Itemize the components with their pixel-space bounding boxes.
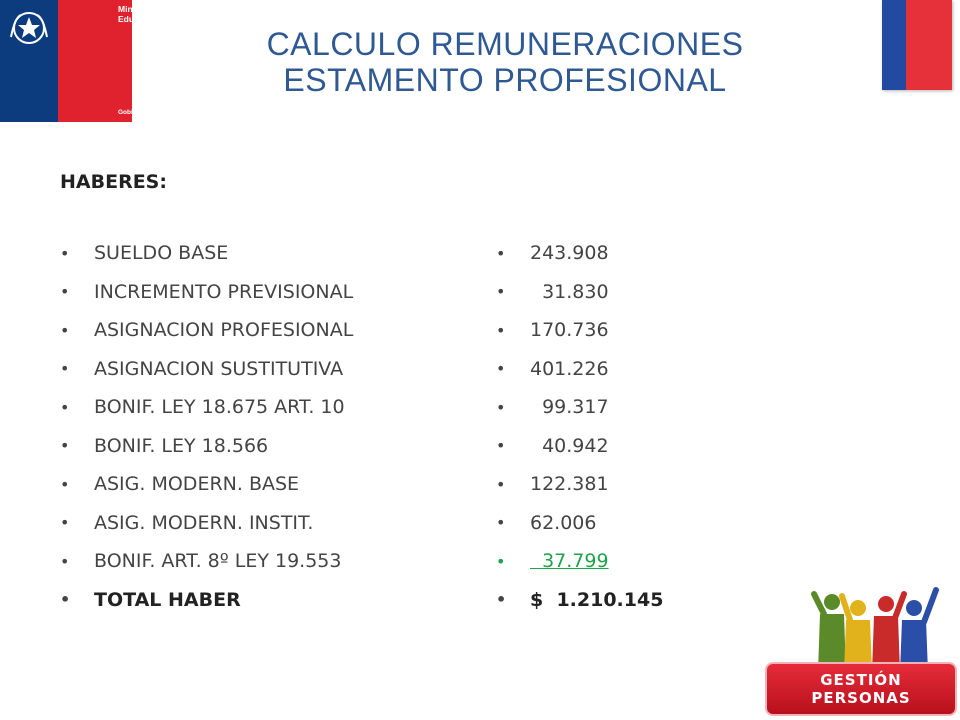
item-value: 401.226 — [530, 357, 609, 380]
item-label: INCREMENTO PREVISIONAL — [94, 280, 354, 303]
list-item — [60, 311, 460, 350]
list-item — [496, 273, 756, 312]
item-value: 243.908 — [530, 242, 609, 265]
list-item — [60, 465, 460, 504]
total-row — [60, 581, 460, 620]
item-value: 40.942 — [530, 434, 609, 457]
item-label: ASIGNACION SUSTITUTIVA — [94, 357, 344, 380]
ministerio-logo — [0, 0, 174, 122]
logo-footer: Gobierno de Chile — [118, 109, 174, 116]
bullet-icon: • — [60, 513, 70, 533]
bullet-icon: • — [496, 513, 506, 533]
bullet-icon: • — [60, 590, 71, 610]
item-label: BONIF. ART. 8º LEY 19.553 — [94, 550, 342, 573]
bullet-icon: • — [60, 282, 70, 302]
title-line-2: ESTAMENTO PROFESIONAL — [283, 62, 727, 98]
item-value: 99.317 — [530, 396, 609, 419]
bullet-icon: • — [60, 436, 70, 456]
bullet-icon: • — [60, 359, 70, 379]
list-item — [496, 234, 756, 273]
list-item — [496, 504, 756, 543]
list-item — [60, 542, 460, 581]
bullet-icon: • — [496, 474, 506, 494]
item-value: 31.830 — [530, 280, 609, 303]
section-heading: HABERES: — [60, 171, 167, 193]
labels-list — [60, 234, 460, 619]
page-title — [150, 26, 860, 98]
logo-ministry-line2: Educación — [118, 14, 161, 24]
bullet-icon: • — [496, 436, 506, 456]
item-label: SUELDO BASE — [94, 242, 229, 265]
bullet-icon: • — [60, 551, 70, 571]
chile-coat-of-arms-icon — [6, 6, 52, 50]
highlighted-value-link[interactable]: 37.799 — [530, 550, 609, 573]
list-item — [496, 465, 756, 504]
list-item — [496, 311, 756, 350]
bullet-icon: • — [496, 320, 506, 340]
list-item — [496, 350, 756, 389]
title-line-1: CALCULO REMUNERACIONES — [266, 26, 744, 62]
logo-ministry-line1: Ministerio de — [118, 4, 171, 14]
list-item — [60, 504, 460, 543]
total-row — [496, 581, 756, 620]
bullet-icon: • — [60, 320, 70, 340]
item-label: BONIF. LEY 18.675 ART. 10 — [94, 396, 345, 419]
bullet-icon: • — [496, 551, 506, 571]
badge-line-1: GESTIÓN — [820, 671, 902, 689]
bullet-icon: • — [60, 243, 70, 263]
bullet-icon: • — [496, 397, 506, 417]
list-item — [60, 427, 460, 466]
item-value: 122.381 — [530, 473, 609, 496]
item-label: ASIGNACION PROFESIONAL — [94, 319, 354, 342]
bullet-icon: • — [496, 282, 506, 302]
gestion-personas-badge — [765, 662, 957, 716]
list-item — [60, 350, 460, 389]
values-list — [496, 234, 756, 619]
bullet-icon: • — [496, 243, 506, 263]
item-value: 170.736 — [530, 319, 609, 342]
list-item — [60, 273, 460, 312]
bullet-icon: • — [60, 397, 70, 417]
total-label: TOTAL HABER — [94, 588, 241, 611]
bullet-icon: • — [496, 590, 507, 610]
list-item — [60, 388, 460, 427]
highlighted-value-row[interactable] — [496, 542, 756, 581]
list-item — [496, 388, 756, 427]
bullet-icon: • — [496, 359, 506, 379]
total-value: $ 1.210.145 — [530, 588, 664, 611]
item-value: 62.006 — [530, 511, 597, 534]
bullet-icon: • — [60, 474, 70, 494]
chile-flag-icon — [882, 0, 952, 90]
item-label: ASIG. MODERN. BASE — [94, 473, 300, 496]
list-item — [496, 427, 756, 466]
item-label: BONIF. LEY 18.566 — [94, 434, 269, 457]
list-item — [60, 234, 460, 273]
item-label: ASIG. MODERN. INSTIT. — [94, 511, 314, 534]
badge-line-2: PERSONAS — [811, 689, 911, 707]
